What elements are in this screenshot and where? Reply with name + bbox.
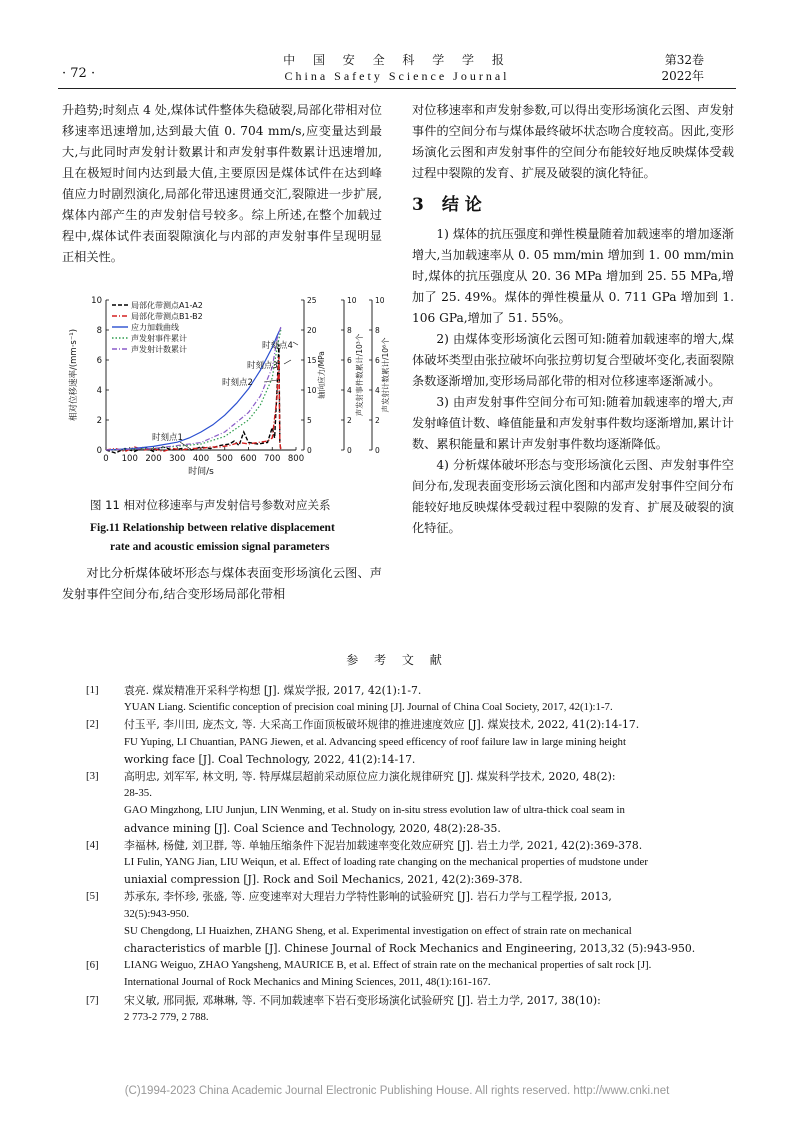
section-number: 3 <box>412 195 424 215</box>
reference-line: 苏承东, 李怀珍, 张盛, 等. 应变速率对大理岩力学特性影响的试验研究 [J]. 岩石力学与工程学报, 2013, <box>124 890 612 904</box>
x-tick-label: 200 <box>145 454 162 464</box>
reference-line: 付玉平, 李川田, 庞杰文, 等. 大采高工作面顶板破坏规律的推进速度效应 [J]. 煤炭技术, 2022, 41(2):14-17. <box>124 718 640 732</box>
figure-caption <box>90 496 390 557</box>
ae-counts-axis-label: 声发射计数累计/10⁶个 <box>381 337 390 413</box>
volume-info <box>661 52 704 84</box>
reference-item <box>86 888 736 957</box>
reference-line: 高明忠, 刘军军, 林文明, 等. 特厚煤层超前采动原位应力演化规律研究 [J]. 煤炭科学技术, 2020, 48(2): <box>124 770 616 784</box>
ae-events-tick-label: 0 <box>347 446 352 455</box>
reference-body <box>124 682 736 716</box>
reference-number: [2] <box>86 718 99 731</box>
stress-tick-label: 20 <box>307 326 317 335</box>
x-tick-label: 600 <box>240 454 257 464</box>
stress-tick-label: 5 <box>307 416 312 425</box>
y-tick-label: 4 <box>96 386 102 396</box>
left-paragraph-1: 升趋势;时刻点 4 处,煤体试件整体失稳破裂,局部化带相对位移速率迅速增加,达到最大值 0. 704 mm/s,应变量达到最大,与此同时声发射计数累计和声发射事件数累计迅速增加,且在极短时间内达到最大值,主要原因是煤体试件在达到峰值应力时剧烈演化,局部化带迅速贯通交汇,裂隙进一步扩展,煤体内部产生的声发射信号较多。综上所述,在整个加载过程中,煤体试件表面裂隙演化与内部的声发射事件呈现明显正相关性。 <box>62 103 382 264</box>
figure-caption-en-2: rate and acoustic emission signal parameters <box>110 541 330 553</box>
y-tick-label: 8 <box>96 326 102 336</box>
reference-number: [1] <box>86 684 99 696</box>
reference-line: 28-35. <box>124 787 152 800</box>
reference-line: SU Chengdong, LI Huaizhen, ZHANG Sheng, et al. Experimental investigation on effect of strain rate on mechanical <box>124 924 632 937</box>
references-title: 参 考 文 献 <box>346 653 448 667</box>
reference-item <box>86 992 736 1026</box>
reference-line: GAO Mingzhong, LIU Junjun, LIN Wenming, et al. Study on in-situ stress evolution law of ultra-thick coal seam in <box>124 804 625 817</box>
ae-counts-tick-label: 6 <box>375 356 380 365</box>
reference-number: [6] <box>86 959 99 972</box>
x-tick-label: 300 <box>169 454 186 464</box>
annotation-pointer <box>284 360 291 364</box>
reference-number: [7] <box>86 993 99 1006</box>
conclusion-4: 4) 分析煤体破坏形态与变形场演化云图、声发射事件空间分布,发现表面变形场云演化图和内部声发射事件空间分布能较好地反映煤体受载过程中裂隙的发育、扩展及破裂的演化特征。 <box>412 458 734 535</box>
conclusion-3: 3) 由声发射事件空间分布可知:随着加载速率的增大,声发射峰值计数、峰值能量和声发射事件数均逐渐增加,累计计数、累积能量和累计声发射事件数均逐渐降低。 <box>412 395 734 451</box>
reference-number: [5] <box>86 890 99 903</box>
ae-counts-tick-label: 10 <box>375 296 385 305</box>
reference-item <box>86 957 736 991</box>
y-tick-label: 0 <box>96 446 102 456</box>
section-heading <box>412 192 734 218</box>
reference-line: 李福林, 杨健, 刘卫群, 等. 单轴压缩条件下泥岩加载速率变化效应研究 [J]. 岩土力学, 2021, 42(2):369-378. <box>124 838 643 852</box>
moment-annotation: 时刻点1 <box>152 433 183 443</box>
conclusion-2: 2) 由煤体变形场演化云图可知:随着加载速率的增大,煤体破坏类型由张拉破坏向张拉剪切复合型破坏变化,表面裂隙条数逐渐增加,变形场局部化带的相对位移速率逐渐减小。 <box>412 332 734 388</box>
reference-number: [3] <box>86 770 99 783</box>
ae-events-tick-label: 10 <box>347 296 357 305</box>
ae-events-tick-label: 6 <box>347 356 352 365</box>
reference-line: LI Fulin, YANG Jian, LIU Weiqun, et al. Effect of loading rate changing on the mechanical properties of mudstone under <box>124 856 648 869</box>
reference-body <box>124 716 736 768</box>
reference-line: FU Yuping, LI Chuantian, PANG Jiewen, et al. Advancing speed efficency of roof failure law in large mining height <box>124 735 626 748</box>
copyright-footer: (C)1994-2023 China Academic Journal Electronic Publishing House. All rights reserved. http://www.cnki.net <box>124 1085 670 1097</box>
figure-11-chart <box>62 290 392 490</box>
legend-label: 局部化带测点B1-B2 <box>131 312 203 321</box>
reference-line: 宋义敏, 邢同振, 邓琳琳, 等. 不同加载速率下岩石变形场演化试验研究 [J]. 岩土力学, 2017, 38(10): <box>124 993 601 1007</box>
left-column-top <box>62 100 382 268</box>
reference-item <box>86 768 736 837</box>
reference-body <box>124 957 736 991</box>
x-tick-label: 700 <box>264 454 281 464</box>
x-tick-label: 800 <box>287 454 305 464</box>
stress-tick-label: 25 <box>307 296 317 305</box>
ae-counts-tick-label: 0 <box>375 446 380 455</box>
reference-item <box>86 837 736 889</box>
reference-body <box>124 837 736 889</box>
ae-events-axis-label: 声发射事件数累计/10³个 <box>355 333 364 417</box>
ae-events-tick-label: 8 <box>347 326 352 335</box>
y-tick-label: 6 <box>96 356 102 366</box>
reference-line: YUAN Liang. Scientific conception of precision coal mining [J]. Journal of China Coal Society, 2017, 42(1):1-7. <box>124 701 613 714</box>
reference-body <box>124 992 736 1026</box>
stress-axis-label: 轴向应力/MPa <box>317 351 326 399</box>
section-title: 结 论 <box>441 195 482 215</box>
x-axis-label: 时间/s <box>188 467 214 477</box>
stress-tick-label: 10 <box>307 386 317 395</box>
left-column-bottom <box>62 563 382 605</box>
header-rule <box>58 88 736 89</box>
reference-line: International Journal of Rock Mechanics and Mining Sciences, 2011, 48(1):161-167. <box>124 976 491 989</box>
legend-label: 声发射计数累计 <box>131 345 187 354</box>
moment-annotation: 时刻点3 <box>247 361 278 371</box>
ae-counts-tick-label: 8 <box>375 326 380 335</box>
reference-number: [4] <box>86 838 99 851</box>
year: 2022年 <box>661 69 704 83</box>
reference-body <box>124 768 736 837</box>
reference-body <box>124 888 736 957</box>
reference-line: 袁亮. 煤炭精准开采科学构想 [J]. 煤炭学报, 2017, 42(1):1-7. <box>124 684 422 697</box>
ae-counts-tick-label: 4 <box>375 386 380 395</box>
stress-tick-label: 15 <box>307 356 317 365</box>
figure-caption-en-1: Fig.11 Relationship between relative displacement <box>90 522 335 534</box>
journal-title-cn: 中 国 安 全 科 学 学 报 <box>283 53 511 67</box>
stress-tick-label: 0 <box>307 446 312 455</box>
reference-line: uniaxial compression [J]. Rock and Soil Mechanics, 2021, 42(2):369-378. <box>124 873 523 887</box>
reference-line: working face [J]. Coal Technology, 2022, 41(2):14-17. <box>124 752 416 766</box>
left-paragraph-2: 对比分析煤体破坏形态与煤体表面变形场演化云图、声发射事件空间分布,结合变形场局部化带相 <box>62 566 382 601</box>
ae-events-tick-label: 4 <box>347 386 352 395</box>
x-tick-label: 400 <box>192 454 210 464</box>
reference-line: LIANG Weiguo, ZHAO Yangsheng, MAURICE B, et al. Effect of strain rate on the mechanical properties of salt rock [J]. <box>124 959 652 972</box>
ae-events-tick-label: 2 <box>347 416 352 425</box>
journal-title-en: China Safety Science Journal <box>284 69 510 83</box>
annotation-pointer <box>293 342 298 345</box>
right-column <box>412 100 734 539</box>
legend-label: 应力加载曲线 <box>131 323 179 332</box>
legend-label: 声发射事件累计 <box>131 334 187 343</box>
y-tick-label: 2 <box>96 416 102 426</box>
x-tick-label: 0 <box>103 454 109 464</box>
figure-caption-cn: 图 11 相对位移速率与声发射信号参数对应关系 <box>90 498 331 512</box>
reference-line: characteristics of marble [J]. Chinese Journal of Rock Mechanics and Engineering, 2013,32 (5):943-950. <box>124 942 696 956</box>
reference-item <box>86 716 736 768</box>
reference-line: advance mining [J]. Coal Science and Technology, 2020, 48(2):28-35. <box>124 821 501 835</box>
moment-annotation: 时刻点4 <box>262 341 293 351</box>
references-list <box>86 682 736 1026</box>
reference-line: 2 773-2 779, 2 788. <box>124 1010 209 1023</box>
reference-line: 32(5):943-950. <box>124 907 190 920</box>
legend-label: 局部化带测点A1-A2 <box>131 301 203 310</box>
moment-annotation: 时刻点2 <box>222 378 253 388</box>
reference-item <box>86 682 736 716</box>
volume: 第32卷 <box>664 53 704 67</box>
ae-counts-tick-label: 2 <box>375 416 380 425</box>
y-tick-label: 10 <box>91 296 102 306</box>
conclusion-1: 1) 煤体的抗压强度和弹性模量随着加载速率的增加逐渐增大,当加载速率从 0. 05 mm/min 增加到 1. 00 mm/min 时,煤体的抗压强度从 20. 36 MPa 增加到 25. 55 MPa,增加了 25. 49%。煤体的弹性模量从 0. 711 GPa 增加到 1. 106 GPa,增加了 51. 55%。 <box>412 227 734 325</box>
y-axis-label: 相对位移速率/(mm·s⁻¹) <box>69 328 79 422</box>
right-paragraph-1: 对位移速率和声发射参数,可以得出变形场演化云图、声发射事件的空间分布与煤体最终破坏状态吻合度较高。因此,变形场演化云图和声发射事件的空间分布能较好地反映煤体受载过程中裂隙的发育、扩展及破裂的演化特征。 <box>412 103 734 180</box>
x-tick-label: 500 <box>216 454 233 464</box>
x-tick-label: 100 <box>121 454 138 464</box>
page-number: · 72 · <box>62 66 96 81</box>
